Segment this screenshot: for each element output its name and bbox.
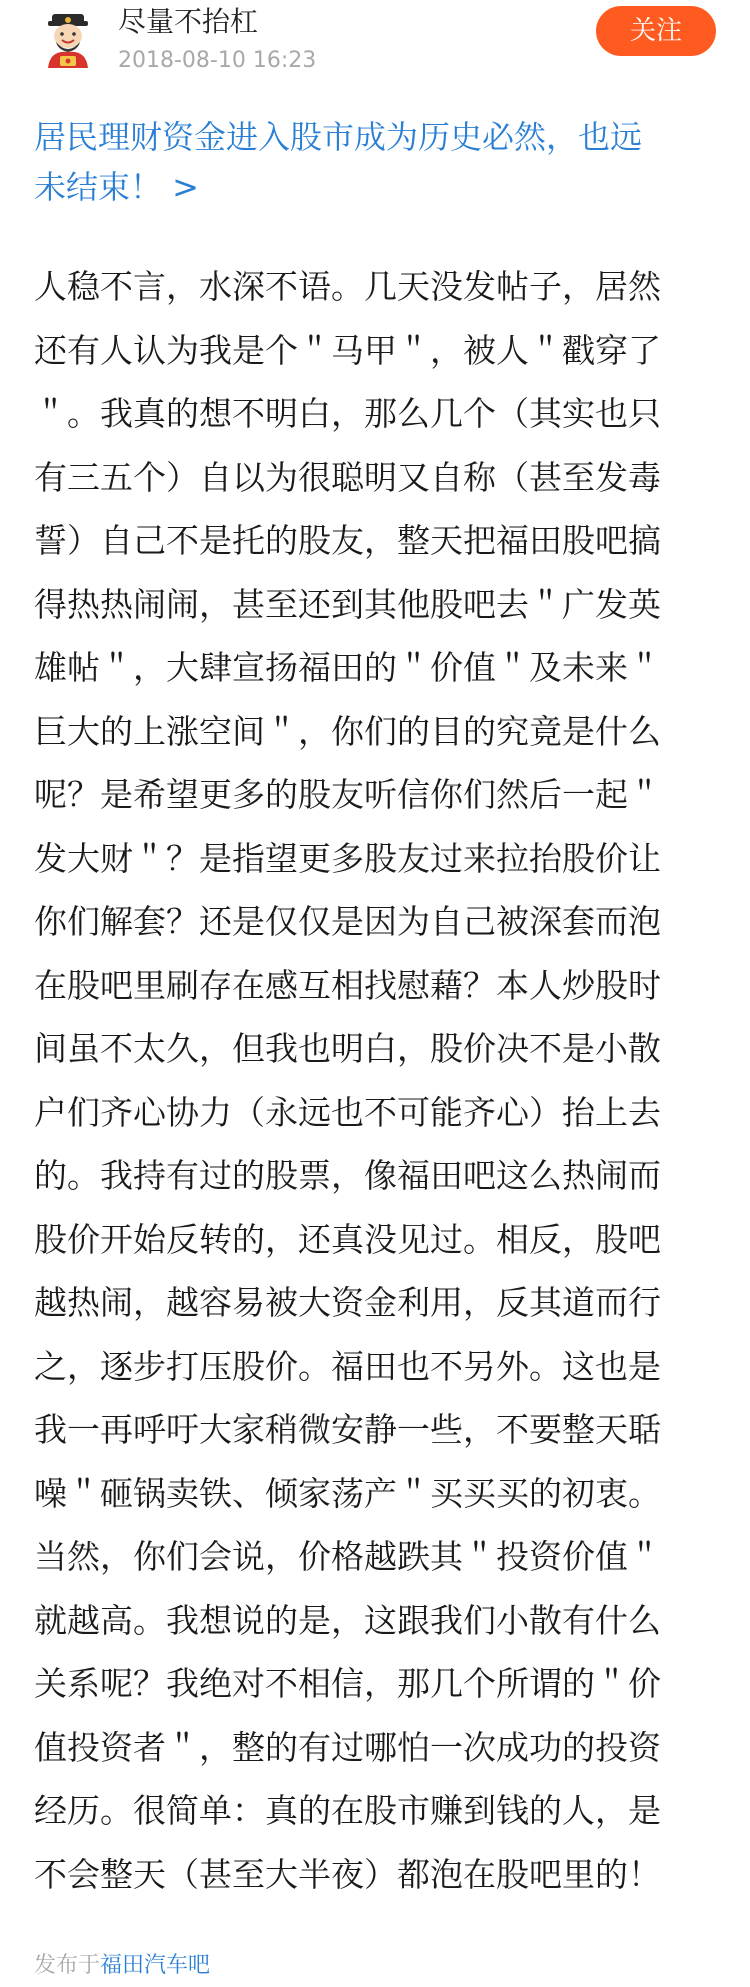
body-line: 间虽不太久，但我也明白，股价决不是小散 [34,1029,661,1068]
body-line: 在股吧里刷存在感互相找慰藉？本人炒股时 [34,965,661,1005]
body-line: 户们齐心协力（永远也不可能齐心）抬上去 [34,1092,661,1132]
body-line: 还有人认为我是个＂马甲＂，被人＂戳穿了 [34,330,661,370]
body-line: 不会整天（甚至大半夜）都泡在股吧里的！ [34,1854,661,1894]
body-line: 呢？是希望更多的股友听信你们然后一起＂ [34,775,661,814]
body-line: 的。我持有过的股票，像福田吧这么热闹而 [34,1156,661,1195]
post-body [34,255,724,1906]
body-line: 值投资者＂，整的有过哪怕一次成功的投资 [34,1727,661,1767]
body-line: 当然，你们会说，价格越跌其＂投资价值＂ [34,1537,661,1576]
post-title[interactable] [34,112,724,212]
body-line: 你们解套？还是仅仅是因为自己被深套而泡 [34,902,661,941]
body-line: 雄帖＂，大肆宣扬福田的＂价值＂及未来＂ [34,648,661,687]
body-line: 人稳不言，水深不语。几天没发帖子，居然 [34,267,661,306]
body-line: 噪＂砸锅卖铁、倾家荡产＂买买买的初衷。 [34,1473,661,1513]
body-line: 股价开始反转的，还真没见过。相反，股吧 [34,1219,661,1259]
author-name[interactable]: 尽量不抬杠 [118,5,259,38]
title-line: 未结束！ > [34,168,199,206]
body-line: 关系呢？我绝对不相信，那几个所谓的＂价 [34,1664,661,1703]
body-line: 就越高。我想说的是，这跟我们小散有什么 [34,1600,661,1640]
body-line: 有三五个）自以为很聪明又自称（甚至发毒 [34,457,661,497]
body-line: 经历。很简单：真的在股市赚到钱的人，是 [34,1791,661,1830]
follow-button[interactable]: 关注 [596,6,716,56]
body-line: 越热闹，越容易被大资金利用，反其道而行 [34,1283,661,1322]
body-line: 巨大的上涨空间＂，你们的目的究竟是什么 [34,711,661,751]
fortune-god-avatar-icon[interactable] [38,10,98,70]
footer-prefix: 发布于 [34,1953,101,1978]
post-footer [34,1950,210,1982]
title-line: 居民理财资金进入股市成为历史必然，也远 [34,118,643,156]
body-line: ＂。我真的想不明白，那么几个（其实也只 [34,394,661,433]
body-line: 誓）自己不是托的股友，整天把福田股吧搞 [34,521,661,560]
forum-link[interactable]: 福田汽车吧 [100,1953,211,1978]
body-line: 之，逐步打压股价。福田也不另外。这也是 [34,1346,661,1386]
post-header [0,0,750,110]
post-timestamp: 2018-08-10 16:23 [118,48,317,73]
body-line: 得热热闹闹，甚至还到其他股吧去＂广发英 [34,584,661,624]
body-line: 我一再呼吁大家稍微安静一些，不要整天聒 [34,1410,661,1449]
body-line: 发大财＂？是指望更多股友过来拉抬股价让 [34,838,661,878]
